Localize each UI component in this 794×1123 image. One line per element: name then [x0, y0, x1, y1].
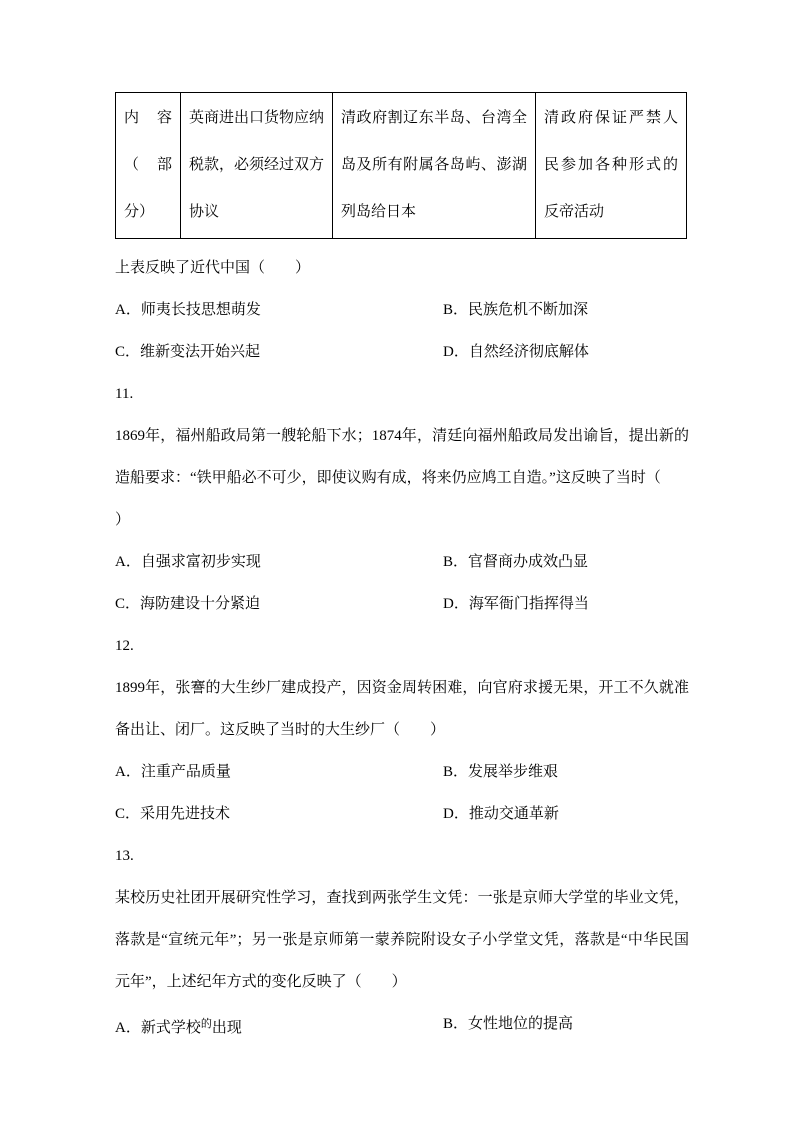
question-10-stem: 上表反映了近代中国（ ）: [115, 260, 311, 276]
question-11: [115, 373, 689, 625]
question-12-options-row-1: [115, 751, 689, 793]
question-10-options-row-2: [115, 331, 689, 373]
question-11-number: 11.: [115, 386, 134, 402]
option-d: D．海军衙门指挥得当: [443, 596, 589, 612]
option-b: B．民族危机不断加深: [443, 302, 589, 318]
option-c: C．维新变法开始兴起: [115, 344, 261, 360]
question-11-options-row-1: [115, 541, 689, 583]
question-13-options-row-1: [115, 1003, 689, 1049]
option-a-text-tail: 出现: [211, 1020, 242, 1036]
option-c: C．海防建设十分紧迫: [115, 596, 261, 612]
option-d: D．推动交通革新: [443, 806, 559, 822]
table-cell-treaty-2: 清政府割辽东半岛、台湾全岛及所有附属各岛屿、澎湖列岛给日本: [333, 93, 536, 239]
content-table: [115, 92, 687, 239]
option-b: B．女性地位的提高: [443, 1016, 574, 1032]
question-12-number: 12.: [115, 638, 134, 654]
question-10-options-row-1: [115, 289, 689, 331]
option-a: A．自强求富初步实现: [115, 554, 261, 570]
question-12: [115, 625, 689, 835]
table-row-header: 内容（部分）: [116, 93, 181, 239]
table-cell-treaty-3: 清政府保证严禁人民参加各种形式的反帝活动: [536, 93, 687, 239]
option-a: [115, 1003, 443, 1049]
question-11-stem-tail: ）: [115, 512, 131, 528]
option-b: B．官督商办成效凸显: [443, 554, 589, 570]
option-d: D．自然经济彻底解体: [443, 344, 589, 360]
option-c: C．采用先进技术: [115, 806, 231, 822]
question-11-stem: 1869年，福州船政局第一艘轮船下水；1874年，清廷向福州船政局发出谕旨，提出新的造船要求：“铁甲船必不可少，即使议购有成，将来仍应鸠工自造。”这反映了当时（: [115, 428, 689, 486]
option-a: A．师夷长技思想萌发: [115, 302, 261, 318]
option-b: B．发展举步维艰: [443, 764, 559, 780]
question-12-options-row-2: [115, 793, 689, 835]
option-a-superscript: 的: [200, 1018, 212, 1030]
question-13-stem: 某校历史社团开展研究性学习，查找到两张学生文凭：一张是京师大学堂的毕业文凭，落款是“宣统元年”；另一张是京师第一蒙养院附设女子小学堂文凭，落款是“中华民国元年”，上述纪年方式的变化反映了（ ）: [115, 890, 689, 990]
question-13-number: 13.: [115, 848, 134, 864]
question-12-stem: 1899年，张謇的大生纱厂建成投产，因资金周转困难，向官府求援无果，开工不久就准备出让、闭厂。这反映了当时的大生纱厂（ ）: [115, 680, 689, 738]
option-a-text: A．新式学校: [115, 1020, 201, 1036]
table-row: [116, 93, 687, 239]
table-cell-treaty-1: 英商进出口货物应纳税款，必须经过双方协议: [181, 93, 333, 239]
option-a: A．注重产品质量: [115, 764, 231, 780]
question-10: [115, 247, 689, 373]
question-11-options-row-2: [115, 583, 689, 625]
question-13: [115, 835, 689, 1049]
